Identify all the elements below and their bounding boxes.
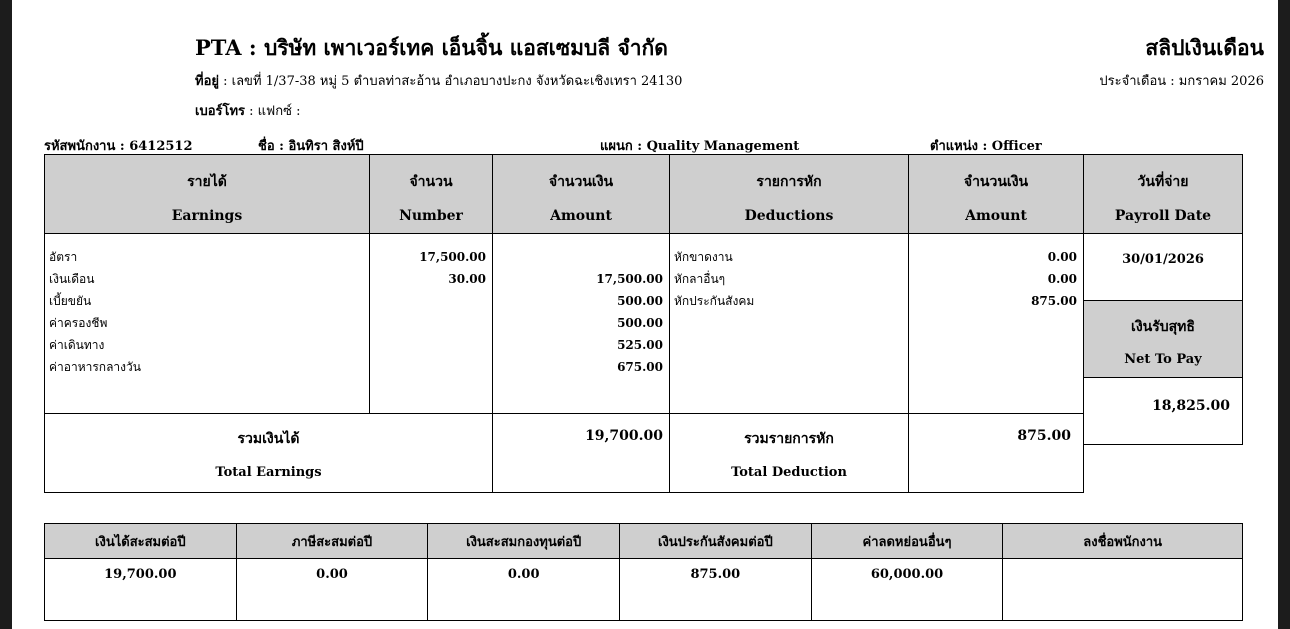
total-earnings-value: 19,700.00: [492, 413, 670, 493]
ytd-value: 0.00: [236, 559, 428, 621]
net-pay-value: 18,825.00: [1083, 377, 1243, 445]
earnings-labels: [44, 233, 370, 414]
earnings-amounts: [492, 233, 670, 414]
department: [600, 135, 799, 156]
address-value: : เลขที่ 1/37-38 หมู่ 5 ตำบลท่าสะอ้าน อำเภอบางปะกง จังหวัดฉะเชิงเทรา 24130: [219, 74, 683, 89]
employee-signature: [1003, 559, 1243, 621]
ytd-header: เงินประกันสังคมต่อปี: [620, 524, 812, 559]
header-earnings: [44, 154, 370, 234]
earning-amount: 500.00: [617, 294, 663, 308]
header-payroll-date: [1083, 154, 1243, 234]
header-number: [369, 154, 493, 234]
deduction-label: หักประกันสังคม: [674, 294, 755, 308]
position: ตำแหน่ง : Officer: [930, 139, 1042, 154]
company-prefix: PTA :: [195, 35, 264, 60]
employee-id: รหัสพนักงาน : 6412512: [44, 139, 193, 154]
company-name-text: บริษัท เพาเวอร์เทค เอ็นจิ้น แอสเซมบลี จำกัด: [263, 35, 668, 60]
net-pay-label: [1083, 300, 1243, 378]
deduction-amounts: [908, 233, 1084, 414]
total-deduction-value: 875.00: [908, 413, 1084, 493]
earning-label: เบี้ยขยัน: [49, 294, 92, 308]
employee-name: ชื่อ : อินทิรา สิงห์ปี: [258, 139, 364, 154]
deduction-amount: 0.00: [1047, 272, 1077, 286]
header-deductions: [669, 154, 909, 234]
ytd-value: 60,000.00: [811, 559, 1003, 621]
ytd-header: ลงชื่อพนักงาน: [1003, 524, 1243, 559]
phone-label: เบอร์โทร: [195, 104, 246, 119]
address: [195, 70, 682, 91]
phone-value: : แฟกซ์ :: [245, 104, 301, 119]
total-deduction-th: รวมรายการหัก: [744, 431, 834, 447]
ytd-value: 875.00: [620, 559, 812, 621]
phone-fax: [195, 100, 300, 121]
ytd-header-row: [45, 524, 1243, 559]
deduction-amount: 875.00: [1031, 294, 1077, 308]
total-deduction-label: [669, 413, 909, 493]
document-title: สลิปเงินเดือน: [1145, 35, 1264, 60]
payslip-grid: [44, 154, 1243, 493]
ytd-value: 0.00: [428, 559, 620, 621]
earning-label: ค่าเดินทาง: [49, 338, 105, 352]
earning-amount: [493, 246, 663, 268]
deduction-amount: 0.00: [1047, 250, 1077, 264]
header-earnings-th: รายได้: [187, 174, 227, 190]
ytd-header: เงินสะสมกองทุนต่อปี: [428, 524, 620, 559]
total-earnings-en: Total Earnings: [215, 465, 322, 480]
header-earnings-en: Earnings: [171, 208, 243, 224]
header-number-en: Number: [399, 208, 463, 224]
header-amount-en: Amount: [550, 208, 612, 224]
earning-amount: 525.00: [617, 338, 663, 352]
header-paydate-en: Payroll Date: [1114, 208, 1212, 224]
header-number-th: จำนวน: [409, 174, 453, 190]
ytd-summary-table: [44, 523, 1243, 621]
payroll-date-value: 30/01/2026: [1083, 233, 1243, 301]
earning-amount: 17,500.00: [596, 272, 663, 286]
header-deductions-en: Deductions: [744, 208, 834, 224]
department-value: Quality Management: [646, 139, 800, 154]
header-amount-th: จำนวนเงิน: [548, 174, 614, 190]
earnings-numbers: [369, 233, 493, 414]
earning-label: ค่าครองชีพ: [49, 316, 108, 330]
earning-label: ค่าอาหารกลางวัน: [49, 360, 141, 374]
net-label-en: Net To Pay: [1124, 352, 1202, 367]
ytd-header: ภาษีสะสมต่อปี: [236, 524, 428, 559]
header-amount2-th: จำนวนเงิน: [963, 174, 1029, 190]
pay-period: ประจำเดือน : มกราคม 2026: [1099, 74, 1264, 89]
header-amount-deduction: [908, 154, 1084, 234]
total-earnings-th: รวมเงินได้: [237, 431, 300, 447]
header-deductions-th: รายการหัก: [756, 174, 822, 190]
ytd-header: เงินได้สะสมต่อปี: [45, 524, 237, 559]
ytd-value-row: [45, 559, 1243, 621]
deduction-label: หักขาดงาน: [674, 250, 733, 264]
deduction-labels: [669, 233, 909, 414]
header-amount2-en: Amount: [965, 208, 1027, 224]
deduction-label: หักลาอื่นๆ: [674, 272, 726, 286]
department-label: แผนก :: [600, 139, 647, 154]
earning-number: 30.00: [448, 272, 486, 286]
ytd-header: ค่าลดหย่อนอื่นๆ: [811, 524, 1003, 559]
company-name: [195, 32, 668, 65]
earning-amount: 500.00: [617, 316, 663, 330]
payslip-page: [12, 0, 1278, 629]
earning-label: เงินเดือน: [49, 272, 95, 286]
address-label: ที่อยู่: [195, 74, 219, 89]
earning-label: อัตรา: [49, 250, 78, 264]
header-amount: [492, 154, 670, 234]
total-deduction-en: Total Deduction: [731, 465, 847, 480]
header-paydate-th: วันที่จ่าย: [1137, 174, 1189, 190]
net-label-th: เงินรับสุทธิ: [1131, 319, 1195, 335]
earning-amount: 675.00: [617, 360, 663, 374]
earning-number: 17,500.00: [419, 250, 486, 264]
ytd-value: 19,700.00: [45, 559, 237, 621]
total-earnings-label: [44, 413, 493, 493]
